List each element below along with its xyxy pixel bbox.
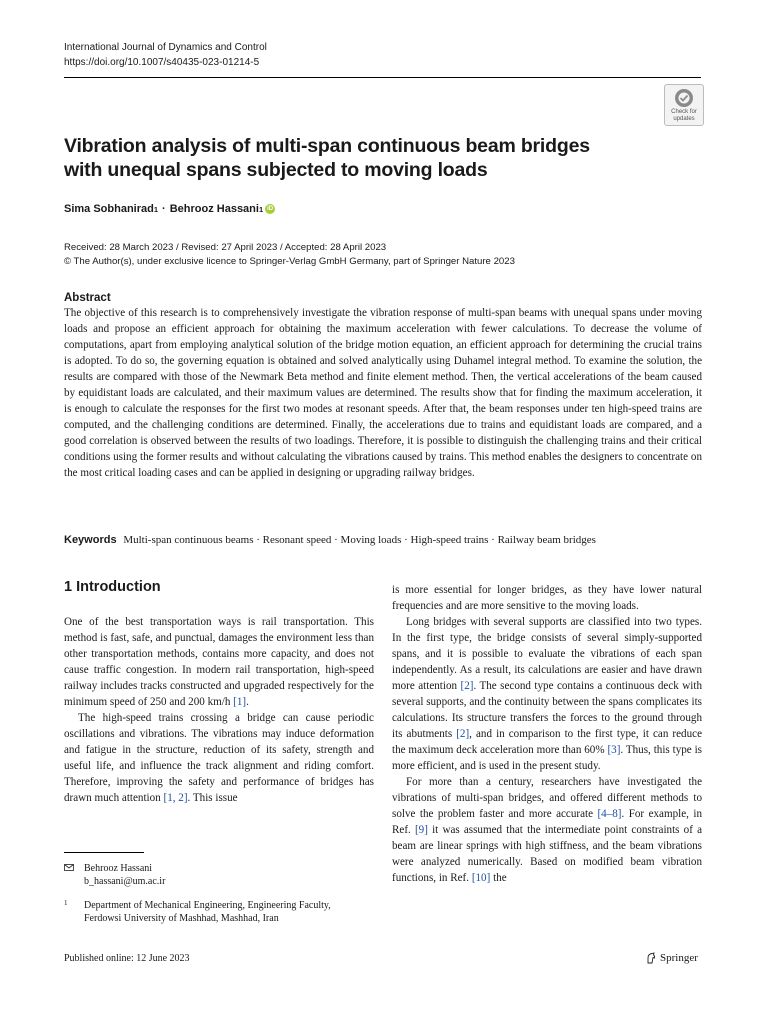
keywords-line <box>64 534 704 546</box>
journal-name: International Journal of Dynamics and Control <box>64 42 267 53</box>
badge-line1: Check for <box>671 109 697 115</box>
check-for-updates-icon <box>674 88 694 108</box>
abstract-text: The objective of this research is to comprehensively investigate the vibration response of multi-span beams with unequal spans under moving loads and propose an efficient approach for obtaining the maximum acceleration with fewer calculations. To decrease the volume of computations, apart from employing analytical solution of the bridge motion equation, an efficient approach for determining the crucial trains is adopted. To do so, the governing equation is obtained and solved analytically using Duhamel integral method. To examine the solution, the results are compared with those of the Newmark Beta method and finite element method. Then, the vertical accelerations of the beam caused by equidistant loads are calculated, and their maximum values are determined. The results show that for finding the maximum acceleration, it is enough to calculate the responses for the first two modes at resonant speeds. After that, the beam responses under ten high-speed trains are computed, and the challenging conditions are determined. Finally, the accelerations due to trains and equidistant loads are compared, and a good correlation is observed between the results of two loadings. Therefore, it is possible to distinguish the challenging trains and their critical conditions using the former results and without calculating the vibrations caused by trains. This method enables the designers to concentrate on the most critical loading cases and can be applied in designing or upgrading railway bridges. <box>64 307 702 479</box>
article-history: Received: 28 March 2023 / Revised: 27 April 2023 / Accepted: 28 April 2023 <box>64 242 387 253</box>
corresponding-author-footnote <box>64 862 165 888</box>
author-separator: · <box>162 203 166 215</box>
body-paragraph: The high-speed trains crossing a bridge can cause periodic oscillations and vibrations. The vibrations may induce deformation and fatigue in the structure, reduction of its safety, strength and useful life, and influence the track alignment and riding comfort. Therefore, improving the safety and performance of bridges has drawn much attention [1, 2]. This issue <box>64 712 374 804</box>
right-column <box>392 582 702 886</box>
abstract-heading: Abstract <box>64 292 111 304</box>
affiliation-mark: 1 <box>153 204 159 214</box>
orcid-icon[interactable]: iD <box>267 206 274 212</box>
affiliation-footnote <box>64 899 331 925</box>
author-name[interactable]: Sima Sobhanirad <box>64 203 154 215</box>
affiliation-mark: 1 <box>258 204 264 214</box>
abstract-section <box>64 292 702 481</box>
email-link[interactable]: b_hassani@um.ac.ir <box>84 876 166 887</box>
footnote-divider <box>64 852 144 853</box>
badge-line2: updates <box>673 115 695 122</box>
title-line1: Vibration analysis of multi-span continuous beam bridges <box>64 135 590 157</box>
paper-title <box>64 134 624 182</box>
published-date: Published online: 12 June 2023 <box>64 953 190 964</box>
body-paragraph: One of the best transportation ways is rail transportation. This method is fast, safe, and punctual, damages the environment less than other transportation methods, contains more capacity, and does not cause traffic congestion. In modern rail transportation, high-speed railway includes tracks constructed and upgraded respectively for the minimum speed of 250 and 200 km/h [1]. <box>64 616 374 708</box>
publisher-name: Springer <box>660 952 698 964</box>
citation-link[interactable]: [3] <box>607 744 621 756</box>
body-paragraph: Long bridges with several supports are classified into two types. In the first type, the bridge consists of several simply-supported spans, and it is possible to evaluate the vibrations of each span independently. As a result, its calculations are easier and have drawn more attention [2]. The second type contains a continuous deck with several supports, and the continuity between the spans complicates its calculations. Its structure transfers the forces to the ground through its abutments [2], and in comparison to the first type, it can reduce the maximum deck acceleration more than 60% [3]. Thus, this type is more efficient, and is used in the present study. <box>392 616 702 772</box>
body-paragraph: For more than a century, researchers have investigated the vibrations of multi-span bridges, and offered different methods to solve the problem faster and more accurate [4–8]. For example, in Ref. [9] it was assumed that the intermediate point constraints of a beam are linear springs with high stiffness, and the beam vibrations were analyzed numerically. Based on modified beam vibration functions, in Ref. [10] the <box>392 776 703 884</box>
body-paragraph: is more essential for longer bridges, as they have lower natural frequencies and are more sensitive to the moving loads. <box>392 584 702 612</box>
citation-link[interactable]: [1] <box>233 696 247 708</box>
author-name[interactable]: Behrooz Hassani <box>169 203 259 215</box>
citation-link[interactable]: [2] <box>456 728 470 740</box>
doi-link[interactable]: https://doi.org/10.1007/s40435-023-01214-5 <box>64 57 260 68</box>
header-divider <box>64 77 701 78</box>
affiliation-line: Ferdowsi University of Mashhad, Mashhad, Iran <box>84 913 279 924</box>
envelope-icon <box>64 864 74 871</box>
affiliation-line: Department of Mechanical Engineering, Engineering Faculty, <box>84 900 331 911</box>
left-column <box>64 614 374 806</box>
article-dates <box>64 241 515 269</box>
keywords-label: Keywords <box>64 534 117 546</box>
copyright-notice: © The Author(s), under exclusive licence to Springer-Verlag GmbH Germany, part of Springer Nature 2023 <box>64 256 515 267</box>
citation-link[interactable]: [1, 2] <box>163 792 188 804</box>
author-list <box>64 203 275 215</box>
citation-link[interactable]: [10] <box>471 872 491 884</box>
corresponding-author-name: Behrooz Hassani <box>84 863 153 874</box>
springer-horse-icon <box>645 952 657 964</box>
keywords-text: Multi-span continuous beams · Resonant speed · Moving loads · High-speed trains · Railway beam bridges <box>123 534 596 546</box>
citation-link[interactable]: [2] <box>460 680 474 692</box>
title-line2: with unequal spans subjected to moving loads <box>64 159 488 181</box>
check-for-updates-badge[interactable] <box>664 84 704 126</box>
citation-link[interactable]: [4–8] <box>597 808 622 820</box>
citation-link[interactable]: [9] <box>414 824 428 836</box>
publisher-logo <box>645 952 698 964</box>
journal-header <box>64 40 267 70</box>
footnote-number: 1 <box>64 899 68 907</box>
section-heading: 1 Introduction <box>64 579 161 595</box>
